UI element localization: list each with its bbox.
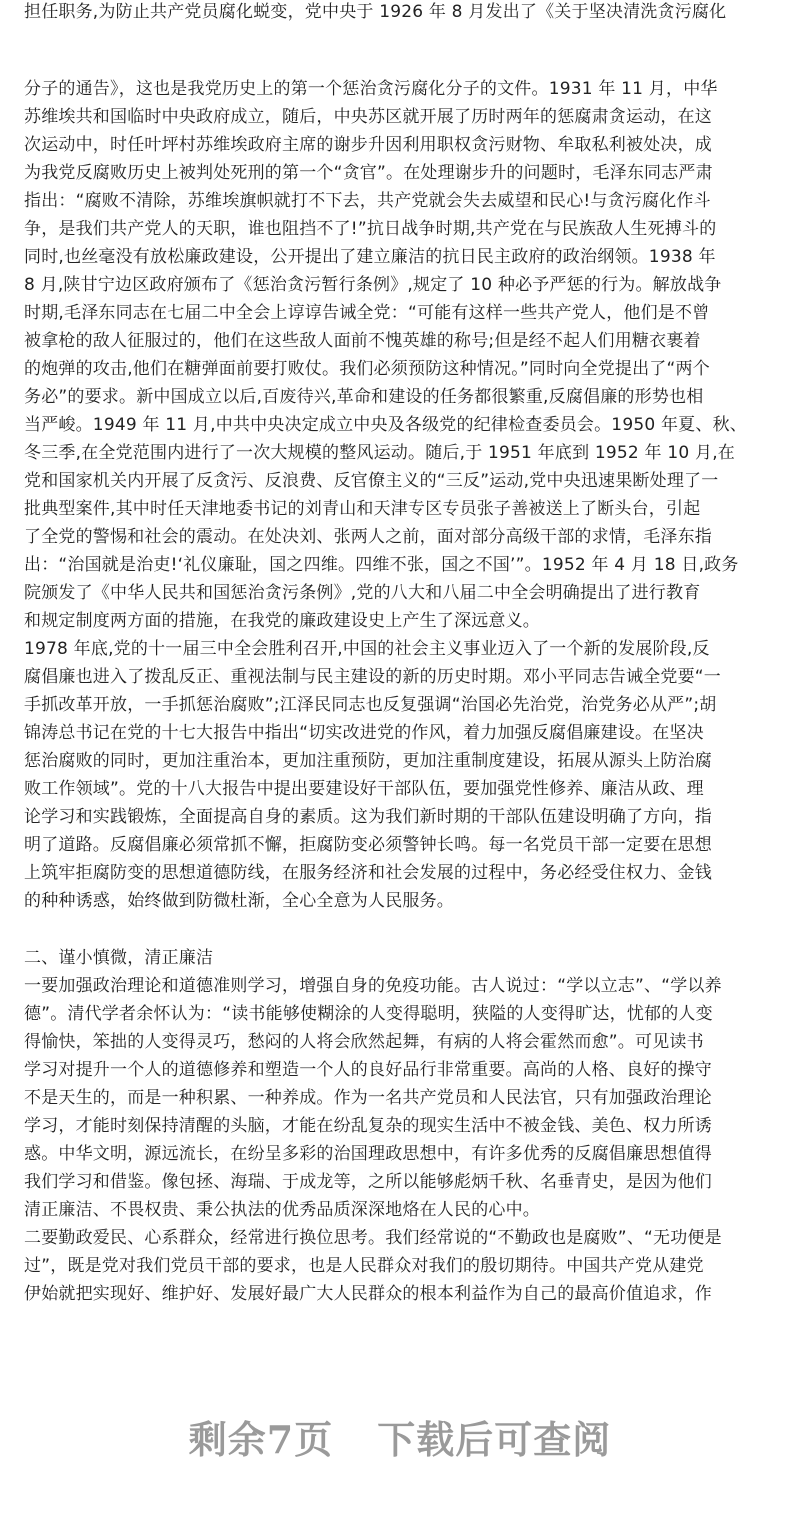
text-line: 冬三季,在全党范围内进行了一次大规模的整风运动。随后,于 1951 年底到 1952 年 10 月,在 xyxy=(24,443,735,463)
text-line: 一要加强政治理论和道德准则学习，增强自身的免疫功能。古人说过：“学以立志”、“学以养 xyxy=(24,976,722,996)
text-line: 我们学习和借鉴。像包拯、海瑞、于成龙等，之所以能够彪炳千秋、名垂青史，是因为他们 xyxy=(24,1172,712,1192)
text-line: 过”，既是党对我们党员干部的要求，也是人民群众对我们的殷切期待。中国共产党从建党 xyxy=(24,1256,704,1276)
text-line: 争，是我们共产党人的天职，谁也阻挡不了!”抗日战争时期,共产党在与民族敌人生死搏斗的 xyxy=(24,219,717,239)
text-line: 时期,毛泽东同志在七届二中全会上谆谆告诫全党：“可能有这样一些共产党人，他们是不曾 xyxy=(24,303,710,323)
text-line: 党和国家机关内开展了反贪污、反浪费、反官僚主义的“三反”运动,党中央迅速果断处理了一 xyxy=(24,471,719,491)
text-line: 清正廉洁、不畏权贵、秉公执法的优秀品质深深地烙在人民的心中。 xyxy=(24,1200,540,1220)
remaining-pages-label[interactable]: 剩余7页 xyxy=(188,1417,334,1462)
text-line: 院颁发了《中华人民共和国惩治贪污条例》,党的八大和八届二中全会明确提出了进行教育 xyxy=(24,583,701,603)
text-line: 为我党反腐败历史上被判处死刑的第一个“贪官”。在处理谢步升的问题时，毛泽东同志严肃 xyxy=(24,163,713,183)
text-line: 当严峻。1949 年 11 月,中共中央决定成立中央及各级党的纪律检查委员会。1950 年夏、秋、 xyxy=(24,415,747,435)
text-line: 担任职务,为防止共产党员腐化蜕变，党中央于 1926 年 8 月发出了《关于坚决清洗贪污腐化 xyxy=(24,2,727,22)
text-line: 学习，才能时刻保持清醒的头脑，才能在纷乱复杂的现实生活中不被金钱、美色、权力所诱 xyxy=(24,1116,712,1136)
text-line: 手抓改革开放，一手抓惩治腐败”;江泽民同志也反复强调“治国必先治党，治党务必从严”;胡 xyxy=(24,695,717,715)
text-line: 不是天生的，而是一种积累、一种养成。作为一名共产党员和人民法官，只有加强政治理论 xyxy=(24,1088,712,1108)
text-line: 败工作领域”。党的十八大报告中提出要建设好干部队伍，要加强党性修养、廉洁从政、理 xyxy=(24,779,704,799)
download-banner[interactable] xyxy=(0,1410,800,1470)
text-line: 锦涛总书记在党的十七大报告中指出“切实改进党的作风，着力加强反腐倡廉建设。在坚决 xyxy=(24,723,704,743)
text-line: 腐倡廉也进入了拨乱反正、重视法制与民主建设的新的历史时期。邓小平同志告诫全党要“一 xyxy=(24,667,722,687)
text-line: 出：“治国就是治吏!‘礼仪廉耻，国之四维。四维不张，国之不国’”。1952 年 4 月 18 日,政务 xyxy=(24,555,739,575)
text-line: 的种种诱惑，始终做到防微杜渐，全心全意为人民服务。 xyxy=(24,891,454,911)
text-line: 批典型案件,其中时任天津地委书记的刘青山和天津专区专员张子善被送上了断头台，引起 xyxy=(24,499,701,519)
text-line: 二要勤政爱民、心系群众，经常进行换位思考。我们经常说的“不勤政也是腐败”、“无功便是 xyxy=(24,1228,722,1248)
text-line: 的炮弹的攻击,他们在糖弹面前要打败仗。我们必须预防这种情况。”同时向全党提出了“两个 xyxy=(24,359,710,379)
text-line: 伊始就把实现好、维护好、发展好最广大人民群众的根本利益作为自己的最高价值追求，作 xyxy=(24,1284,712,1304)
section-heading: 二、谨小慎微，清正廉洁 xyxy=(24,948,214,968)
text-line: 指出：“腐败不清除，苏维埃旗帜就打不下去，共产党就会失去威望和民心!与贪污腐化作斗 xyxy=(24,191,711,211)
text-line: 明了道路。反腐倡廉必须常抓不懈，拒腐防变必须警钟长鸣。每一名党员干部一定要在思想 xyxy=(24,835,712,855)
download-to-view-link[interactable]: 下载后可查阅 xyxy=(377,1417,612,1462)
text-line: 惑。中华文明，源远流长，在纷呈多彩的治国理政思想中，有许多优秀的反腐倡廉思想值得 xyxy=(24,1144,712,1164)
text-line: 分子的通告》，这也是我党历史上的第一个惩治贪污腐化分子的文件。1931 年 11 月，中华 xyxy=(24,79,718,99)
text-line: 学习对提升一个人的道德修养和塑造一个人的良好品行非常重要。高尚的人格、良好的操守 xyxy=(24,1060,712,1080)
text-line: 1978 年底,党的十一届三中全会胜利召开,中国的社会主义事业迈入了一个新的发展阶段,反 xyxy=(24,639,710,659)
text-line: 得愉快，笨拙的人变得灵巧，愁闷的人将会欣然起舞，有病的人将会霍然而愈”。可见读书 xyxy=(24,1032,704,1052)
text-line: 了全党的警惕和社会的震动。在处决刘、张两人之前，面对部分高级干部的求情，毛泽东指 xyxy=(24,527,712,547)
text-line: 上筑牢拒腐防变的思想道德防线，在服务经济和社会发展的过程中，务必经受住权力、金钱 xyxy=(24,863,712,883)
text-line: 论学习和实践锻炼，全面提高自身的素质。这为我们新时期的干部队伍建设明确了方向，指 xyxy=(24,807,712,827)
text-line: 务必”的要求。新中国成立以后,百废待兴,革命和建设的任务都很繁重,反腐倡廉的形势也相 xyxy=(24,387,704,407)
text-line: 惩治腐败的同时，更加注重治本，更加注重预防，更加注重制度建设，拓展从源头上防治腐 xyxy=(24,751,712,771)
text-line: 德”。清代学者余怀认为：“读书能够使糊涂的人变得聪明，狭隘的人变得旷达，忧郁的人变 xyxy=(24,1004,713,1024)
text-line: 次运动中，时任叶坪村苏维埃政府主席的谢步升因利用职权贪污财物、牟取私利被处决，成 xyxy=(24,135,712,155)
text-line: 被拿枪的敌人征服过的，他们在这些敌人面前不愧英雄的称号;但是经不起人们用糖衣裹着 xyxy=(24,331,701,351)
text-line: 和规定制度两方面的措施，在我党的廉政建设史上产生了深远意义。 xyxy=(24,611,540,631)
text-line: 8 月,陕甘宁边区政府颁布了《惩治贪污暂行条例》,规定了 10 种必予严惩的行为。解放战争 xyxy=(24,275,722,295)
text-line: 苏维埃共和国临时中央政府成立，随后，中央苏区就开展了历时两年的惩腐肃贪运动，在这 xyxy=(24,107,712,127)
text-line: 同时,也丝毫没有放松廉政建设，公开提出了建立廉洁的抗日民主政府的政治纲领。1938 年 xyxy=(24,247,716,267)
